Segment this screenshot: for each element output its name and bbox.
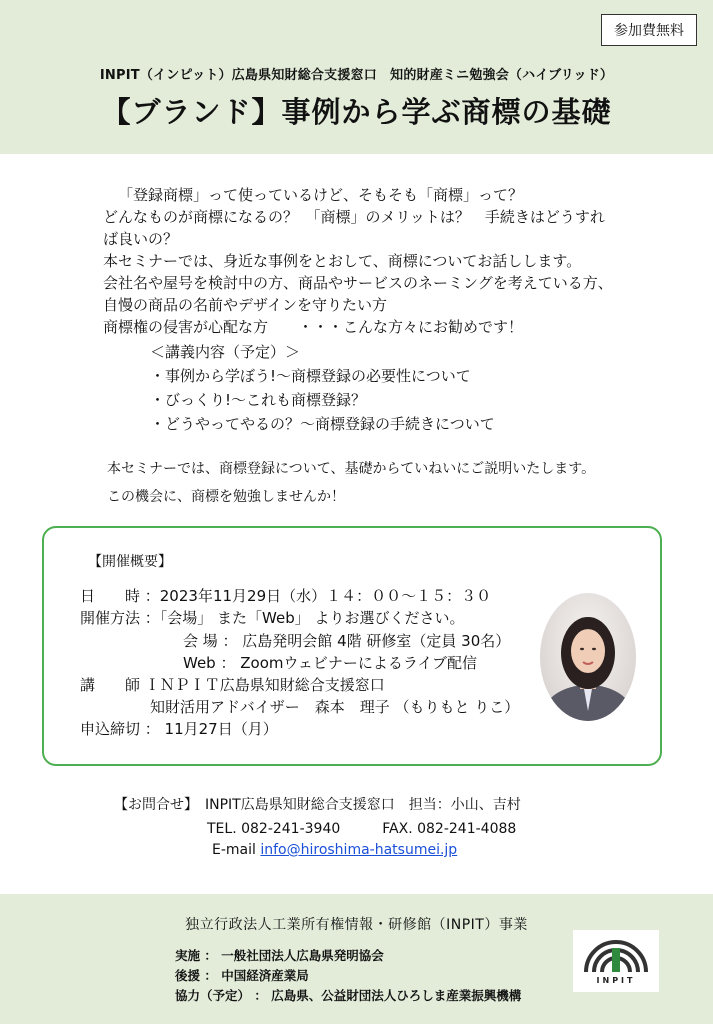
intro-line: ば良いの？ [103, 230, 179, 248]
lecture-item: ・びっくり!～これも商標登録？ [150, 391, 367, 409]
email-label: E-mail [212, 842, 256, 858]
contact-email-row [212, 842, 457, 858]
speaker-portrait-icon [540, 593, 636, 721]
overview-heading: 【開催概要】 [88, 554, 172, 570]
overview-date: 日 時 ：2023年11月29日（水）１４：００～１５：３０ [80, 587, 492, 605]
inpit-logo-icon [573, 930, 659, 976]
intro-text [103, 184, 663, 338]
intro-line: 本セミナーでは、身近な事例をとおして、商標についてお話しします。 [103, 252, 582, 270]
contact-info: 【お問合せ】 INPIT広島県知財総合支援窓口 担当：小山、吉村 [114, 797, 521, 813]
contact-phone-fax: TEL. 082-241-3940 FAX. 082-241-4088 [207, 821, 517, 837]
closing-line: 本セミナーでは、商標登録について、基礎からていねいにご説明いたします。 [107, 461, 596, 477]
closing-text [107, 455, 667, 511]
closing-line: この機会に、商標を勉強しませんか！ [107, 489, 345, 505]
inpit-logo-text: INPIT [596, 976, 636, 985]
intro-line: 商標権の侵害が心配な方 ・・・こんな方々にお勧めです！ [103, 318, 524, 336]
lecture-item: ・事例から学ぼう!～商標登録の必要性について [150, 367, 471, 385]
overview-deadline: 申込締切 ： 11月27日（月） [80, 720, 278, 738]
intro-line: 「登録商標」って使っているけど、そもそも「商標」って？ [118, 186, 524, 204]
footer-org: 独立行政法人工業所有権情報・研修館（INPIT）事業 [185, 917, 528, 933]
lecture-contents [150, 340, 650, 436]
free-admission-badge: 参加費無料 [601, 14, 697, 46]
email-link[interactable]: info@hiroshima-hatsumei.jp [260, 842, 458, 858]
intro-line: 会社名や屋号を検討中の方、商品やサービスのネーミングを考えている方、 [103, 274, 613, 292]
intro-line: どんなものが商標になるの？ 「商標」のメリットは？ 手続きはどうすれ [103, 208, 605, 226]
footer-implementer: 実施 ： 一般社団法人広島県発明協会 [175, 948, 384, 963]
overview-method: 開催方法 ：「会場」 また「Web」 よりお選びください。 [80, 609, 465, 627]
lecture-heading: ＜講義内容（予定）＞ [150, 343, 301, 361]
overview-lecturer-name: 知財活用アドバイザー 森本 理子 （もりもと りこ） [150, 698, 520, 716]
speaker-photo [540, 593, 636, 721]
intro-line: 自慢の商品の名前やデザインを守りたい方 [103, 296, 387, 314]
event-subtitle: INPIT（インピット）広島県知財総合支援窓口 知的財産ミニ勉強会（ハイブリッド） [99, 68, 614, 83]
inpit-logo [573, 930, 659, 992]
overview-venue: 会 場 ： 広島発明会館 4階 研修室（定員 30名） [183, 632, 511, 650]
footer-cooperator: 協力（予定） ： 広島県、公益財団法人ひろしま産業振興機構 [175, 988, 522, 1003]
lecture-item: ・どうやってやるの？～商標登録の手続きについて [150, 415, 495, 433]
overview-web: Web ： Zoomウェビナーによるライブ配信 [183, 654, 477, 672]
overview-lecturer: 講 師 ＩＮＰＩＴ広島県知財総合支援窓口 [80, 676, 385, 694]
page-title: 【ブランド】事例から学ぶ商標の基礎 [101, 95, 612, 129]
footer-supporter: 後援 ： 中国経済産業局 [175, 968, 309, 983]
